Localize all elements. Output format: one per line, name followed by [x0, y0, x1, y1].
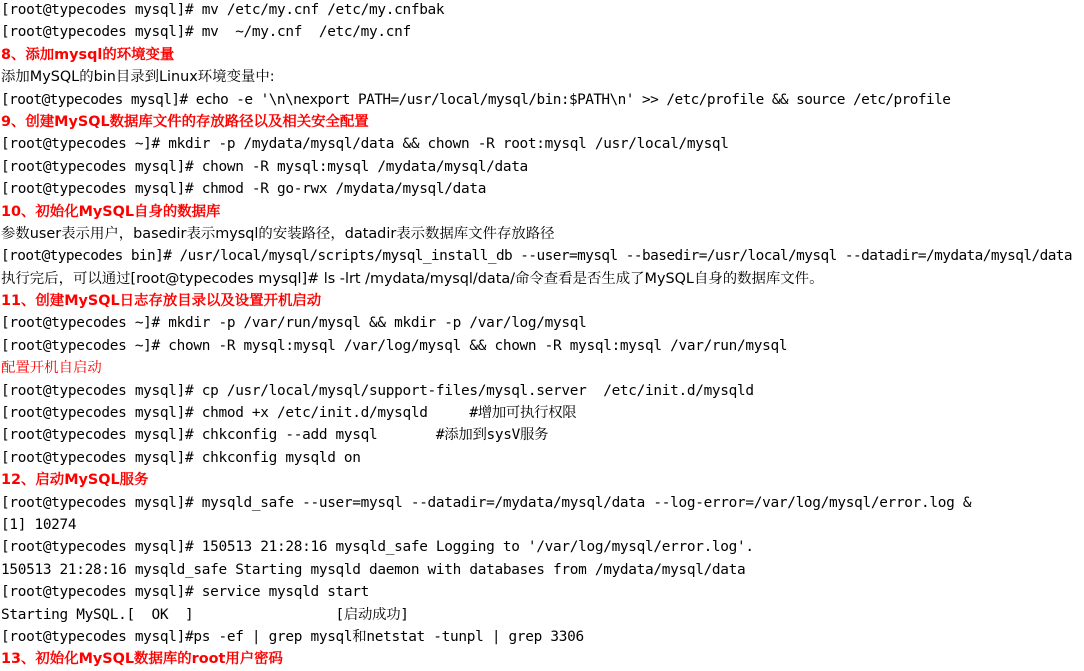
section-heading: 11、创建MySQL日志存放目录以及设置开机启动 [1, 293, 322, 310]
command-line: [root@typecodes mysql]# mv /etc/my.cnf /etc/my.cnfbak [1, 2, 445, 18]
command-line: [root@typecodes mysql]# chmod -R go-rwx /mydata/mysql/data [1, 181, 487, 198]
command-line: [root@typecodes mysql]# chmod +x /etc/init.d/mysqld #增加可执行权限 [1, 405, 577, 422]
document-body [1, 0, 1083, 671]
section-heading: 8、添加mysql的环境变量 [1, 46, 175, 63]
command-output: 150513 21:28:16 mysqld_safe Starting mysqld daemon with databases from /mydata/mysql/data [1, 561, 746, 578]
section-heading: 10、初始化MySQL自身的数据库 [1, 203, 221, 220]
section-heading: 13、初始化MySQL数据库的root用户密码 [1, 651, 283, 668]
description-text: 参数user表示用户，basedir表示mysql的安装路径，datadir表示数据库文件存放路径 [1, 225, 555, 242]
section-heading: 9、创建MySQL数据库文件的存放路径以及相关安全配置 [1, 113, 369, 130]
command-line: [root@typecodes mysql]# cp /usr/local/mysql/support-files/mysql.server /etc/init.d/mysqld [1, 382, 754, 399]
command-line: [root@typecodes mysql]# 150513 21:28:16 mysqld_safe Logging to '/var/log/mysql/error.log'. [1, 539, 754, 556]
command-line: [root@typecodes mysql]# chown -R mysql:mysql /mydata/mysql/data [1, 158, 528, 175]
note-text: 配置开机自启动 [1, 360, 102, 377]
section-heading: 12、启动MySQL服务 [1, 472, 149, 489]
command-line: [root@typecodes ~]# mkdir -p /var/run/mysql && mkdir -p /var/log/mysql [1, 315, 587, 332]
command-line: [root@typecodes mysql]#ps -ef | grep mysql和netstat -tunpl | grep 3306 [1, 628, 584, 645]
description-text: 执行完后，可以通过[root@typecodes mysql]# ls -lrt /mydata/mysql/data/命令查看是否生成了MySQL自身的数据库文件。 [1, 270, 824, 287]
command-line: [root@typecodes mysql]# chkconfig --add mysql #添加到sysV服务 [1, 427, 549, 444]
command-line: [root@typecodes ~]# mkdir -p /mydata/mysql/data && chown -R root:mysql /usr/local/mysql [1, 136, 729, 153]
command-line: [root@typecodes bin]# /usr/local/mysql/scripts/mysql_install_db --user=mysql --basedir=/usr/local/mysql --datadir=/mydata/mysql/data [1, 248, 1073, 265]
command-line: [root@typecodes mysql]# mv ~/my.cnf /etc/my.cnf [1, 24, 411, 41]
command-line: [root@typecodes ~]# chown -R mysql:mysql /var/log/mysql && chown -R mysql:mysql /var/run/mysql [1, 337, 788, 354]
command-line: [root@typecodes mysql]# echo -e '\n\nexport PATH=/usr/local/mysql/bin:$PATH\n' >> /etc/profile && source /etc/profile [1, 91, 951, 108]
command-line: [root@typecodes mysql]# service mysqld start [1, 584, 370, 601]
command-line: [root@typecodes mysql]# chkconfig mysqld on [1, 449, 361, 466]
description-text: 添加MySQL的bin目录到Linux环境变量中: [1, 69, 275, 86]
command-output: Starting MySQL.[ OK ] [启动成功] [1, 606, 409, 623]
command-line: [root@typecodes mysql]# mysqld_safe --user=mysql --datadir=/mydata/mysql/data --log-error=/var/log/mysql/error.log & [1, 494, 972, 511]
command-output: [1] 10274 [1, 516, 77, 533]
